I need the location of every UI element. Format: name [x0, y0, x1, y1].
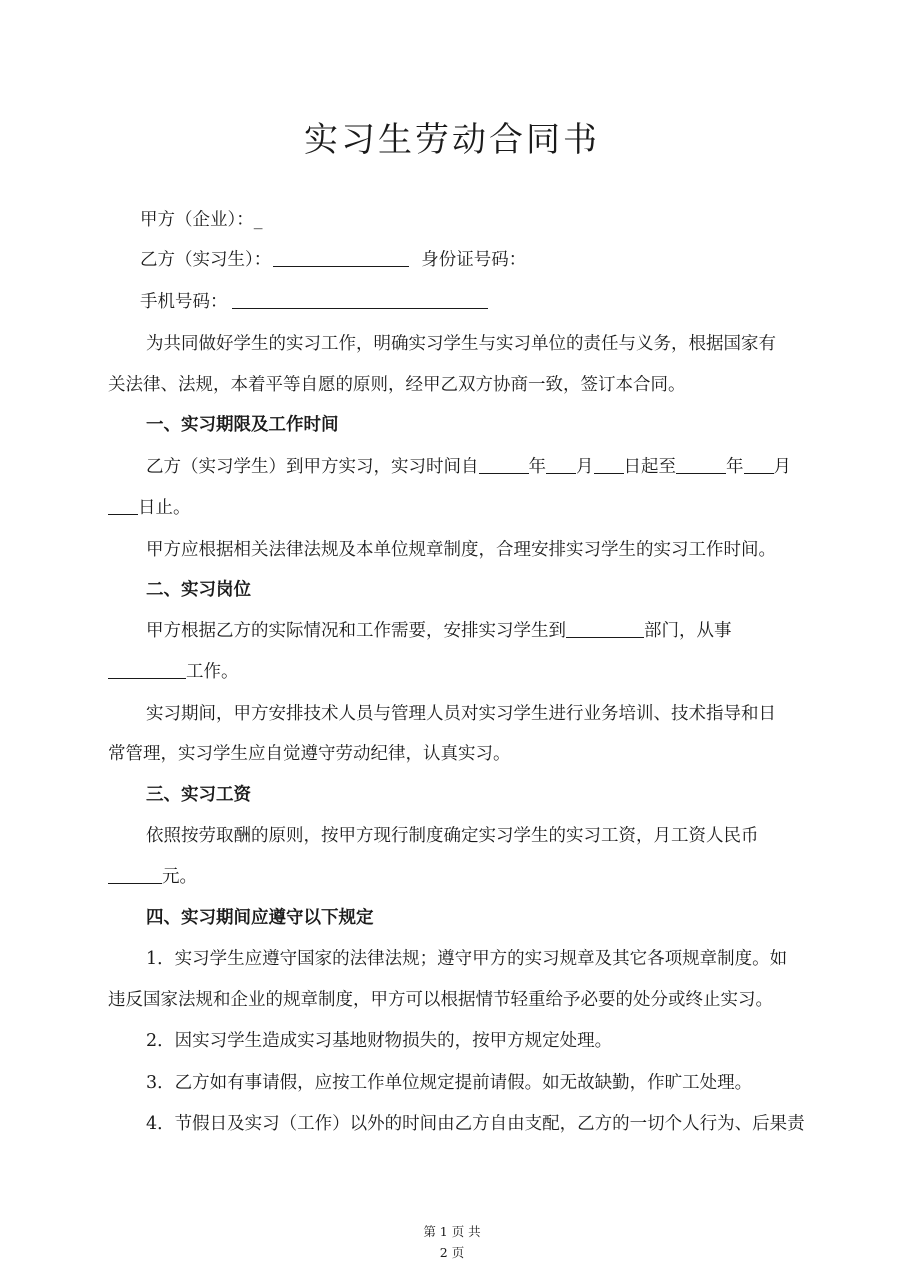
start-month-blank: [546, 457, 576, 474]
salary-line-2: [108, 863, 197, 888]
page-number-line-1: 第 1 页 共: [423, 1224, 481, 1239]
page-number-line-2: 2 页: [439, 1245, 465, 1260]
department-label: 部门，从事: [644, 621, 732, 641]
month-label: 月: [773, 457, 791, 477]
phone-label: 手机号码：: [140, 292, 228, 312]
job-blank: [108, 662, 186, 679]
day-end-label: 日止。: [138, 498, 191, 518]
day-from-label: 日起至: [623, 457, 676, 477]
party-a-label: 甲方（企业）：: [140, 210, 254, 230]
salary-amount-blank: [108, 867, 162, 884]
position-line-2: [108, 658, 239, 683]
intro-line-1: 为共同做好学生的实习工作，明确实习学生与实习单位的责任与义务，根据国家有: [146, 334, 776, 354]
position-text: 甲方根据乙方的实际情况和工作需要，安排实习学生到: [146, 621, 566, 641]
rule-item-1-cont: 违反国家法规和企业的规章制度，甲方可以根据情节轻重给予必要的处分或终止实习。: [108, 990, 773, 1010]
training-line-1: 实习期间，甲方安排技术人员与管理人员对实习学生进行业务培训、技术指导和日: [146, 704, 776, 724]
department-blank: [566, 621, 644, 638]
section-1-heading: 一、实习期限及工作时间: [146, 415, 339, 435]
section-3-heading: 三、实习工资: [146, 785, 251, 805]
end-year-blank: [676, 457, 726, 474]
section-2-heading: 二、实习岗位: [146, 580, 251, 600]
salary-line: 依照按劳取酬的原则，按甲方现行制度确定实习学生的实习工资，月工资人民币: [146, 826, 759, 846]
section-4-heading: 四、实习期间应遵守以下规定: [146, 908, 374, 928]
phone-blank: [232, 292, 488, 309]
rule-item-1: 1．实习学生应遵守国家的法律法规；遵守甲方的实习规章及其它各项规章制度。如: [146, 949, 788, 969]
party-a-line: [140, 206, 263, 231]
end-day-blank: [108, 498, 138, 515]
term-text: 乙方（实习学生）到甲方实习，实习时间自: [146, 457, 479, 477]
start-year-blank: [479, 457, 529, 474]
year-label: 年: [726, 457, 744, 477]
position-line: [146, 617, 732, 642]
party-b-line: [140, 246, 526, 271]
year-label: 年: [528, 457, 546, 477]
end-month-blank: [744, 457, 774, 474]
rule-item-2: 2．因实习学生造成实习基地财物损失的，按甲方规定处理。: [146, 1031, 613, 1051]
phone-line: [140, 288, 488, 313]
id-number-label: 身份证号码：: [421, 250, 527, 270]
start-day-blank: [594, 457, 624, 474]
party-b-label: 乙方（实习生）：: [140, 250, 272, 270]
job-label: 工作。: [186, 662, 239, 682]
term-line: [146, 453, 791, 478]
document-title: 实习生劳动合同书: [304, 120, 600, 160]
work-time-paragraph: 甲方应根据相关法律法规及本单位规章制度，合理安排实习学生的实习工作时间。: [146, 540, 776, 560]
party-b-name-blank: [273, 250, 409, 267]
currency-unit-label: 元。: [162, 867, 197, 887]
rule-item-4: 4．节假日及实习（工作）以外的时间由乙方自由支配，乙方的一切个人行为、后果责: [146, 1114, 805, 1134]
intro-line-2: 关法律、法规，本着平等自愿的原则，经甲乙双方协商一致，签订本合同。: [108, 375, 686, 395]
party-a-blank: _: [253, 210, 263, 230]
term-line-2: [108, 494, 191, 519]
training-line-2: 常管理，实习学生应自觉遵守劳动纪律，认真实习。: [108, 744, 511, 764]
rule-item-3: 3．乙方如有事请假，应按工作单位规定提前请假。如无故缺勤，作旷工处理。: [146, 1073, 753, 1093]
month-label: 月: [576, 457, 594, 477]
